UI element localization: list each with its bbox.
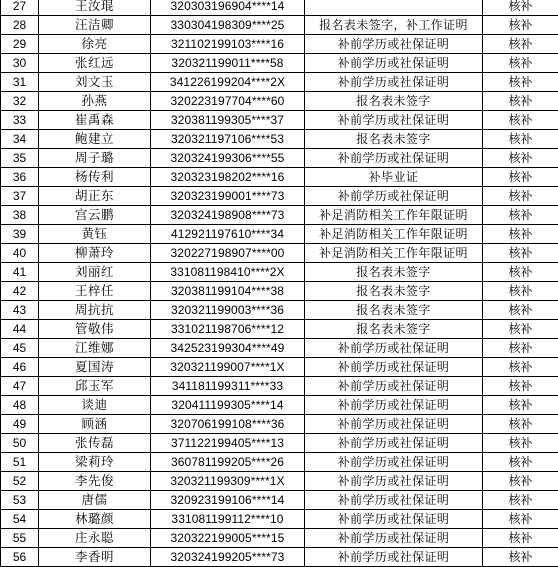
table-body [1, 0, 558, 567]
table-row [1, 73, 558, 92]
row-number: 44 [1, 320, 39, 339]
review-action: 核补 [483, 244, 558, 263]
missing-material-note: 补前学历或社保证明 [305, 377, 483, 396]
row-number: 30 [1, 54, 39, 73]
applicant-name: 张传磊 [39, 434, 151, 453]
missing-material-note: 补前学历或社保证明 [305, 415, 483, 434]
row-number: 49 [1, 415, 39, 434]
row-number: 32 [1, 92, 39, 111]
id-number: 342523199304****49 [151, 339, 305, 358]
row-number: 52 [1, 472, 39, 491]
id-number: 320324198908****73 [151, 206, 305, 225]
id-number: 412921197610****34 [151, 225, 305, 244]
review-action: 核补 [483, 358, 558, 377]
review-action: 核补 [483, 548, 558, 567]
row-number: 50 [1, 434, 39, 453]
row-number: 34 [1, 130, 39, 149]
review-action: 核补 [483, 263, 558, 282]
missing-material-note: 补前学历或社保证明 [305, 339, 483, 358]
missing-material-note: 补足消防相关工作年限证明 [305, 225, 483, 244]
review-action: 核补 [483, 111, 558, 130]
id-number: 320324199205****73 [151, 548, 305, 567]
table-row [1, 225, 558, 244]
row-number: 42 [1, 282, 39, 301]
missing-material-note: 报名表未签字 [305, 301, 483, 320]
row-number: 40 [1, 244, 39, 263]
row-number: 33 [1, 111, 39, 130]
table-row [1, 16, 558, 35]
missing-material-note: 报名表未签字 [305, 92, 483, 111]
review-action: 核补 [483, 187, 558, 206]
id-number: 320303196904****14 [151, 0, 305, 16]
id-number: 331021198706****12 [151, 320, 305, 339]
applicant-name: 梁莉玲 [39, 453, 151, 472]
review-action: 核补 [483, 301, 558, 320]
table-row [1, 0, 558, 16]
review-action: 核补 [483, 472, 558, 491]
missing-material-note: 报名表未签字 [305, 130, 483, 149]
row-number: 35 [1, 149, 39, 168]
table-row [1, 472, 558, 491]
row-number: 27 [1, 0, 39, 16]
review-action: 核补 [483, 529, 558, 548]
applicant-name: 夏国涛 [39, 358, 151, 377]
missing-material-note: 报名表未签字 [305, 282, 483, 301]
missing-material-note: 补前学历或社保证明 [305, 434, 483, 453]
id-number: 341181199311****33 [151, 377, 305, 396]
row-number: 38 [1, 206, 39, 225]
review-action: 核补 [483, 225, 558, 244]
row-number: 47 [1, 377, 39, 396]
id-number: 360781199205****26 [151, 453, 305, 472]
row-number: 39 [1, 225, 39, 244]
review-action: 核补 [483, 73, 558, 92]
applicant-name: 汪洁卿 [39, 16, 151, 35]
row-number: 28 [1, 16, 39, 35]
review-action: 核补 [483, 0, 558, 16]
table-row [1, 130, 558, 149]
applicant-name: 李香明 [39, 548, 151, 567]
id-number: 320321199007****1X [151, 358, 305, 377]
row-number: 43 [1, 301, 39, 320]
id-number: 320227198907****00 [151, 244, 305, 263]
table-row [1, 358, 558, 377]
review-action: 核补 [483, 282, 558, 301]
missing-material-note: 补足消防相关工作年限证明 [305, 206, 483, 225]
review-action: 核补 [483, 491, 558, 510]
table-row [1, 149, 558, 168]
applicant-name: 崔禹森 [39, 111, 151, 130]
missing-material-note: 报名表未签字，补工作证明 [305, 16, 483, 35]
review-action: 核补 [483, 149, 558, 168]
applicant-name: 顾涵 [39, 415, 151, 434]
missing-material-note: 补毕业证 [305, 168, 483, 187]
review-action: 核补 [483, 396, 558, 415]
table-row [1, 263, 558, 282]
applicant-name: 周子璐 [39, 149, 151, 168]
missing-material-note [305, 0, 483, 16]
missing-material-note: 补前学历或社保证明 [305, 358, 483, 377]
applicant-name: 王汝琨 [39, 0, 151, 16]
applicant-name: 张红远 [39, 54, 151, 73]
row-number: 31 [1, 73, 39, 92]
table-row [1, 187, 558, 206]
review-action: 核补 [483, 92, 558, 111]
missing-material-note: 补前学历或社保证明 [305, 491, 483, 510]
id-number: 320322199005****15 [151, 529, 305, 548]
applicant-name: 庄永聪 [39, 529, 151, 548]
row-number: 48 [1, 396, 39, 415]
id-number: 331081199112****10 [151, 510, 305, 529]
table-row [1, 168, 558, 187]
review-action: 核补 [483, 320, 558, 339]
id-number: 320411199305****14 [151, 396, 305, 415]
review-action: 核补 [483, 434, 558, 453]
id-number: 320381199104****38 [151, 282, 305, 301]
applicant-name: 唐儒 [39, 491, 151, 510]
applicant-name: 谈迪 [39, 396, 151, 415]
id-number: 320323198202****16 [151, 168, 305, 187]
id-number: 320923199106****14 [151, 491, 305, 510]
review-action: 核补 [483, 415, 558, 434]
applicant-name: 鲍建立 [39, 130, 151, 149]
id-number: 341226199204****2X [151, 73, 305, 92]
table-row [1, 396, 558, 415]
id-number: 371122199405****13 [151, 434, 305, 453]
id-number: 331081198410****2X [151, 263, 305, 282]
applicant-name: 周抗抗 [39, 301, 151, 320]
review-action: 核补 [483, 510, 558, 529]
applicant-name: 江维娜 [39, 339, 151, 358]
table-row [1, 111, 558, 130]
row-number: 55 [1, 529, 39, 548]
review-action: 核补 [483, 35, 558, 54]
table-row [1, 301, 558, 320]
missing-material-note: 报名表未签字 [305, 320, 483, 339]
id-number: 320321199003****36 [151, 301, 305, 320]
applicant-name: 孙燕 [39, 92, 151, 111]
table-row [1, 206, 558, 225]
missing-material-note: 补前学历或社保证明 [305, 529, 483, 548]
row-number: 54 [1, 510, 39, 529]
row-number: 37 [1, 187, 39, 206]
missing-material-note: 补前学历或社保证明 [305, 472, 483, 491]
missing-material-note: 补前学历或社保证明 [305, 54, 483, 73]
id-number: 320321199011****58 [151, 54, 305, 73]
review-action: 核补 [483, 16, 558, 35]
review-action: 核补 [483, 206, 558, 225]
table-row [1, 244, 558, 263]
missing-material-note: 报名表未签字 [305, 263, 483, 282]
row-number: 46 [1, 358, 39, 377]
applicant-name: 胡正东 [39, 187, 151, 206]
applicant-name: 刘文玉 [39, 73, 151, 92]
table-row [1, 453, 558, 472]
row-number: 51 [1, 453, 39, 472]
table-row [1, 339, 558, 358]
table-row [1, 377, 558, 396]
id-number: 320321197106****53 [151, 130, 305, 149]
missing-material-note: 补前学历或社保证明 [305, 510, 483, 529]
review-action: 核补 [483, 453, 558, 472]
review-action: 核补 [483, 377, 558, 396]
table-row [1, 54, 558, 73]
id-number: 330304198309****25 [151, 16, 305, 35]
id-number: 320223197704****60 [151, 92, 305, 111]
id-number: 321102199103****16 [151, 35, 305, 54]
table-row [1, 529, 558, 548]
row-number: 45 [1, 339, 39, 358]
missing-material-note: 补前学历或社保证明 [305, 453, 483, 472]
row-number: 53 [1, 491, 39, 510]
review-action: 核补 [483, 130, 558, 149]
applicant-name: 管敬伟 [39, 320, 151, 339]
review-action: 核补 [483, 339, 558, 358]
missing-material-note: 补前学历或社保证明 [305, 548, 483, 567]
id-number: 320323199001****73 [151, 187, 305, 206]
table-row [1, 92, 558, 111]
table-row [1, 35, 558, 54]
table-row [1, 491, 558, 510]
table-row [1, 282, 558, 301]
applicant-name: 刘丽红 [39, 263, 151, 282]
id-number: 320706199108****36 [151, 415, 305, 434]
missing-material-note: 补前学历或社保证明 [305, 149, 483, 168]
applicant-name: 李先俊 [39, 472, 151, 491]
review-action: 核补 [483, 54, 558, 73]
table-row [1, 548, 558, 567]
applicant-name: 黄钰 [39, 225, 151, 244]
missing-material-note: 补足消防相关工作年限证明 [305, 244, 483, 263]
applicant-name: 邱玉军 [39, 377, 151, 396]
applicant-name: 徐亮 [39, 35, 151, 54]
missing-material-note: 补前学历或社保证明 [305, 73, 483, 92]
id-number: 320321199309****1X [151, 472, 305, 491]
applicant-name: 杨传利 [39, 168, 151, 187]
review-action: 核补 [483, 168, 558, 187]
applicant-name: 宫云鹏 [39, 206, 151, 225]
missing-material-note: 补前学历或社保证明 [305, 111, 483, 130]
applicant-name: 王梓任 [39, 282, 151, 301]
table-row [1, 415, 558, 434]
table-row [1, 320, 558, 339]
missing-material-note: 补前学历或社保证明 [305, 396, 483, 415]
id-number: 320381199305****37 [151, 111, 305, 130]
row-number: 29 [1, 35, 39, 54]
row-number: 36 [1, 168, 39, 187]
row-number: 41 [1, 263, 39, 282]
applicant-name: 柳萧玲 [39, 244, 151, 263]
row-number: 56 [1, 548, 39, 567]
missing-material-note: 补前学历或社保证明 [305, 35, 483, 54]
id-number: 320324199306****55 [151, 149, 305, 168]
applicant-name: 林璐颜 [39, 510, 151, 529]
table-row [1, 434, 558, 453]
missing-material-note: 补前学历或社保证明 [305, 187, 483, 206]
